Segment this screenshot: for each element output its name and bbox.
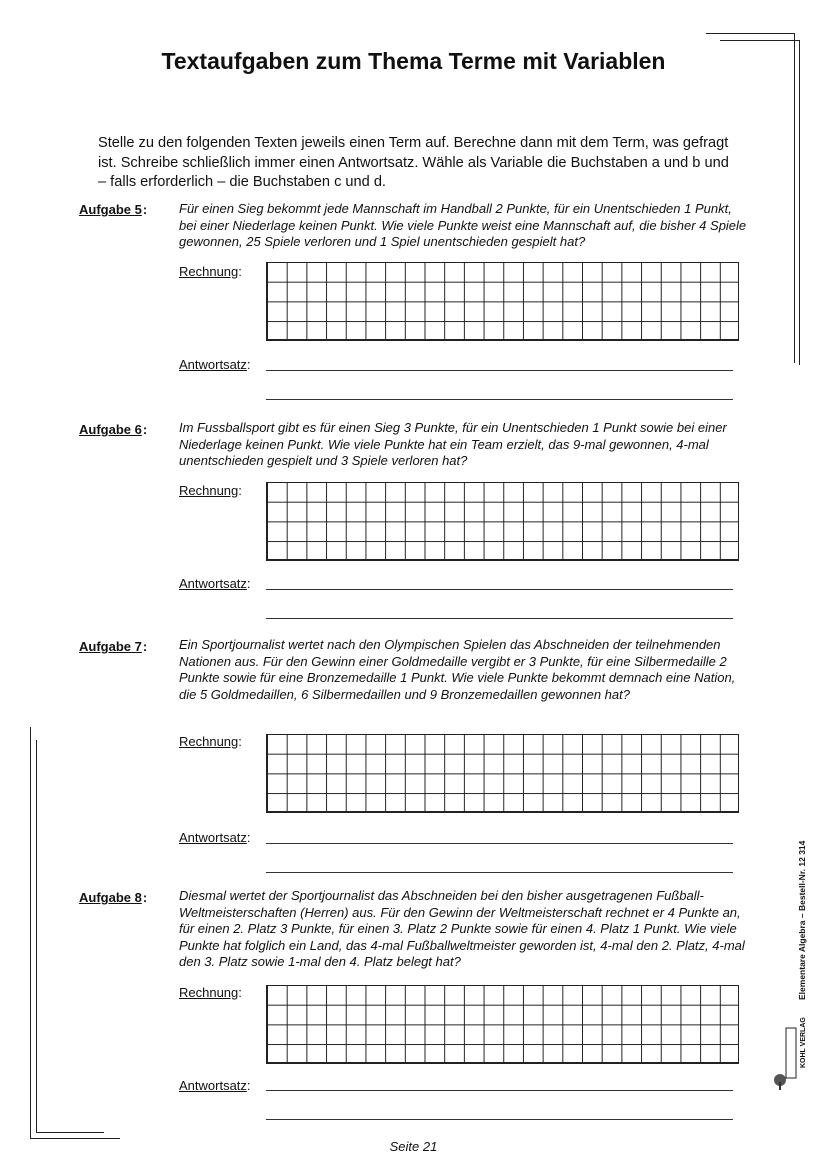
answer-line[interactable] xyxy=(266,370,733,371)
frame-bottom-left-h2 xyxy=(36,1132,104,1133)
answer-line[interactable] xyxy=(266,872,733,873)
calculation-grid[interactable] xyxy=(266,734,739,813)
publisher-name: KOHL VERLAG xyxy=(800,1017,807,1068)
answer-line[interactable] xyxy=(266,399,733,400)
answer-line[interactable] xyxy=(266,589,733,590)
intro-text: Stelle zu den folgenden Texten jeweils einen Term auf. Berechne dann mit dem Term, was gefragt ist. Schreibe schließlich immer einen Antwortsatz. Wähle als Variable die Buchstaben a und b und – falls erforderlich – die Buchstaben c und d. xyxy=(98,135,729,190)
task-label: Aufgabe 8: xyxy=(79,890,148,905)
rechnung-label: Rechnung: xyxy=(179,483,242,498)
frame-bottom-left-v2 xyxy=(36,740,37,1133)
antwortsatz-label: Antwortsatz: xyxy=(179,1078,251,1093)
frame-top-right-h1 xyxy=(706,33,794,34)
task-label: Aufgabe 7: xyxy=(79,639,148,654)
answer-line[interactable] xyxy=(266,1119,733,1120)
frame-top-right-v1 xyxy=(794,33,795,363)
rechnung-label: Rechnung: xyxy=(179,985,242,1000)
publisher-logo-icon xyxy=(772,1020,798,1092)
frame-top-right-v2 xyxy=(799,40,800,365)
calculation-grid[interactable] xyxy=(266,985,739,1064)
frame-top-right-h2 xyxy=(720,40,800,41)
antwortsatz-label: Antwortsatz: xyxy=(179,830,251,845)
rechnung-label: Rechnung: xyxy=(179,264,242,279)
task-label: Aufgabe 6: xyxy=(79,422,148,437)
task-label: Aufgabe 5: xyxy=(79,202,148,217)
task-text: Für einen Sieg bekommt jede Mannschaft im Handball 2 Punkte, für ein Unentschieden 1 Punkt, bei einer Niederlage keinen Punkt. Wie viele Punkte weist eine Mannschaft auf, die bisher 4 Spiele gewonnen, 25 Spiele verloren und 1 Spiel unentschieden gespielt hat? xyxy=(179,201,747,250)
task-text: Im Fussballsport gibt es für einen Sieg 3 Punkte, für ein Unentschieden 1 Punkt sowie bei einer Niederlage keinen Punkt. Wie viele Punkte hat ein Team erzielt, das 9-mal gewonnen, 4-mal unentschieden gespielt und 3 Spiele verloren hat? xyxy=(179,420,727,469)
antwortsatz-label: Antwortsatz: xyxy=(179,576,251,591)
answer-line[interactable] xyxy=(266,618,733,619)
rechnung-label: Rechnung: xyxy=(179,734,242,749)
product-info: Elementare Algebra – Bestell-Nr. 12 314 xyxy=(797,840,807,1000)
task-text: Ein Sportjournalist wertet nach den Olympischen Spielen das Abschneiden der teilnehmenden Nationen aus. Für den Gewinn einer Goldmedaille vergibt er 3 Punkte, für eine Silbermedaille 2 Punkte sowie für eine Bronzemedaille 1 Punkt. Wie viele Punkte bekommt demnach eine Nation, die 5 Goldmedaillen, 6 Silbermedaillen und 9 Bronzemedaillen gewonnen hat? xyxy=(179,637,736,702)
antwortsatz-label: Antwortsatz: xyxy=(179,357,251,372)
calculation-grid[interactable] xyxy=(266,262,739,341)
calculation-grid[interactable] xyxy=(266,482,739,561)
frame-bottom-left-v1 xyxy=(30,727,31,1139)
task-text: Diesmal wertet der Sportjournalist das Abschneiden bei den bisher ausgetragenen Fußball-Weltmeisterschaften (Herren) aus. Für den Gewinn der Weltmeisterschaft rechnet er 4 Punkte an, für einen 2. Platz 3 Punkte, für einen 3. Platz 2 Punkte sowie für einen 4. Platz 1 Punkt. Wie viele Punkte hat folglich ein Land, das 4-mal Fußballweltmeister geworden ist, 4-mal den 2. Platz, 4-mal den 3. Platz sowie 1-mal den 4. Platz belegt hat? xyxy=(179,888,745,970)
answer-line[interactable] xyxy=(266,843,733,844)
answer-line[interactable] xyxy=(266,1090,733,1091)
page-title: Textaufgaben zum Thema Terme mit Variablen xyxy=(161,48,666,74)
page-number: Seite 21 xyxy=(389,1139,438,1154)
